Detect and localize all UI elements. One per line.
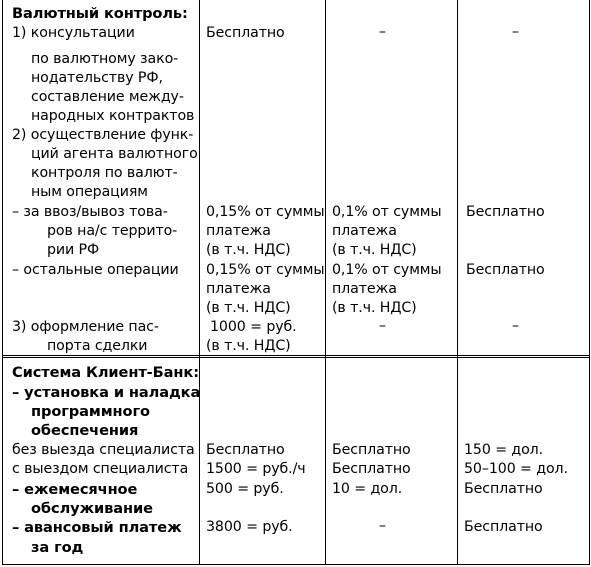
row-label-bold: – ежемесячное (12, 481, 138, 498)
cell-value: 1500 = руб./ч (206, 461, 306, 477)
row-label: с выездом специалиста (12, 461, 189, 477)
cell-value: Бесплатно (332, 461, 411, 477)
section-heading-client-bank: Система Клиент-Банк: (12, 364, 199, 381)
row-label-bold: за год (31, 539, 84, 556)
cell-value: (в т.ч. НДС) (332, 242, 417, 258)
row-label: народных контрактов (31, 108, 195, 124)
row-label: ций агента валютного (31, 146, 198, 162)
row-label: ров на/с террито- (47, 223, 178, 239)
cell-value: 50–100 = дол. (464, 461, 568, 477)
cell-value: 150 = дол. (464, 442, 544, 458)
row-label: контроля по валют- (31, 165, 178, 181)
cell-value: Бесплатно (466, 204, 545, 220)
cell-value: 10 = дол. (332, 481, 403, 497)
empty-cell-dash: – (512, 318, 519, 334)
cell-value: (в т.ч. НДС) (206, 242, 291, 258)
empty-cell-dash: – (512, 24, 519, 40)
cell-value: Бесплатно (464, 519, 543, 535)
cell-value: платежа (332, 223, 397, 239)
row-label: 1) консультации (12, 25, 135, 41)
row-label-bold: – авансовый платеж (12, 519, 182, 536)
cell-value: 0,15% от суммы (206, 204, 325, 220)
row-label-bold: программного (31, 403, 150, 420)
cell-value: платежа (206, 281, 271, 297)
empty-cell-dash: – (379, 318, 386, 334)
row-label-bold: – установка и наладка (12, 384, 201, 401)
empty-cell-dash: – (379, 518, 386, 534)
cell-value: 1000 = руб. (210, 319, 297, 335)
cell-value: Бесплатно (206, 25, 285, 41)
column-divider (199, 0, 200, 564)
row-label: порта сделки (47, 338, 148, 354)
row-label: – остальные операции (12, 262, 179, 278)
cell-value: (в т.ч. НДС) (332, 300, 417, 316)
empty-cell-dash: – (379, 24, 386, 40)
column-divider (325, 0, 326, 564)
cell-value: Бесплатно (206, 442, 285, 458)
cell-value: платежа (206, 223, 271, 239)
row-label-bold: обеспечения (31, 422, 139, 439)
row-label: – за ввоз/вывоз това- (12, 204, 168, 220)
row-label: без выезда специалиста (12, 442, 195, 458)
cell-value: (в т.ч. НДС) (206, 300, 291, 316)
column-divider (457, 0, 458, 564)
cell-value: платежа (332, 281, 397, 297)
section-heading-currency-control: Валютный контроль: (12, 5, 188, 22)
cell-value: Бесплатно (332, 442, 411, 458)
row-label: нодательству РФ, (31, 70, 163, 86)
row-label: 2) осуществление функ- (12, 127, 194, 143)
row-label: составление между- (31, 89, 184, 105)
row-label: по валютному зако- (31, 51, 179, 67)
row-label: ным операциям (31, 184, 148, 200)
cell-value: 3800 = руб. (206, 519, 293, 535)
cell-value: 0,1% от суммы (332, 262, 442, 278)
cell-value: Бесплатно (464, 481, 543, 497)
row-label: рии РФ (47, 242, 100, 258)
cell-value: (в т.ч. НДС) (206, 338, 291, 354)
cell-value: 0,15% от суммы (206, 262, 325, 278)
cell-value: 500 = руб. (206, 481, 284, 497)
cell-value: Бесплатно (466, 262, 545, 278)
cell-value: 0,1% от суммы (332, 204, 442, 220)
row-label: 3) оформление пас- (12, 319, 159, 335)
row-label-bold: обслуживание (31, 500, 153, 517)
